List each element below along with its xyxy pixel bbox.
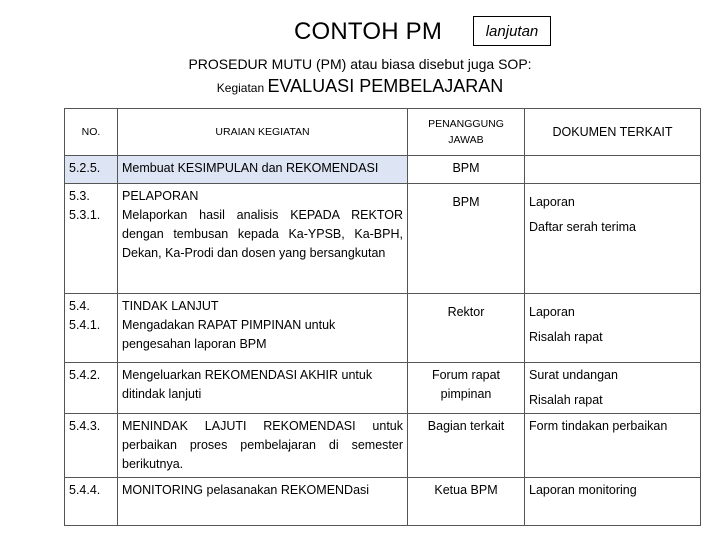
row-dok <box>525 184 701 294</box>
row-uraian: Mengeluarkan REKOMENDASI AKHIR untuk ditindak lanjuti <box>118 363 408 414</box>
row-dok: Laporan monitoring <box>525 478 701 526</box>
row-dok <box>525 294 701 363</box>
row-section-title: PELAPORAN <box>122 189 199 203</box>
kegiatan-title: EVALUASI PEMBELAJARAN <box>267 76 504 96</box>
table-row <box>65 156 701 184</box>
row-uraian: Membuat KESIMPULAN dan REKOMENDASI <box>118 156 408 184</box>
row-no <box>65 294 118 363</box>
row-dok <box>525 156 701 184</box>
header-dok: DOKUMEN TERKAIT <box>525 109 701 156</box>
row-pj: Bagian terkait <box>408 414 525 478</box>
table-row <box>65 294 701 363</box>
row-no-sub: 5.4.1. <box>69 318 101 332</box>
row-dok-item: Surat undangan <box>529 368 618 382</box>
row-no-sub: 5.3.1. <box>69 208 101 222</box>
row-dok-item: Laporan <box>529 195 575 209</box>
header-no: NO. <box>65 109 118 156</box>
procedure-table <box>64 108 701 526</box>
table-header-row <box>65 109 701 156</box>
table-row <box>65 414 701 478</box>
kegiatan-label: Kegiatan <box>216 81 265 95</box>
row-dok-item: Risalah rapat <box>529 393 603 407</box>
table-row <box>65 478 701 526</box>
row-pj: Rektor <box>408 294 525 363</box>
table-row <box>65 184 701 294</box>
page-title: CONTOH PM <box>294 18 443 45</box>
row-no <box>65 184 118 294</box>
row-dok-item: Risalah rapat <box>529 330 603 344</box>
row-pj: BPM <box>408 156 525 184</box>
row-dok <box>525 363 701 414</box>
row-pj: Forum rapat pimpinan <box>408 363 525 414</box>
row-uraian-text: Melaporkan hasil analisis KEPADA REKTOR dengan tembusan kepada Ka-YPSB, Ka-BPH, Dekan, Ka-Prodi dan dosen yang bersangkutan <box>122 208 403 260</box>
row-no: 5.4.2. <box>65 363 118 414</box>
row-uraian: MENINDAK LAJUTI REKOMENDASI untuk perbaikan proses pembelajaran di semester berikutnya. <box>118 414 408 478</box>
subtitle: PROSEDUR MUTU (PM) atau biasa disebut juga SOP: <box>188 56 532 72</box>
kegiatan-line <box>0 76 720 97</box>
row-pj: Ketua BPM <box>408 478 525 526</box>
row-pj: BPM <box>408 184 525 294</box>
row-uraian <box>118 294 408 363</box>
row-section-title: TINDAK LANJUT <box>122 299 219 313</box>
row-dok-item: Daftar serah terima <box>529 220 636 234</box>
row-no-section: 5.3. <box>69 189 90 203</box>
continuation-badge: lanjutan <box>473 16 551 46</box>
row-uraian <box>118 184 408 294</box>
row-no-section: 5.4. <box>69 299 90 313</box>
row-no: 5.2.5. <box>65 156 118 184</box>
row-uraian: MONITORING pelasanakan REKOMENDasi <box>118 478 408 526</box>
header-pj: PENANGGUNG JAWAB <box>408 109 525 156</box>
row-dok-item: Laporan <box>529 305 575 319</box>
row-dok: Form tindakan perbaikan <box>525 414 701 478</box>
row-no: 5.4.3. <box>65 414 118 478</box>
row-uraian-text: Mengadakan RAPAT PIMPINAN untuk pengesahan laporan BPM <box>122 318 336 351</box>
table-row <box>65 363 701 414</box>
header-uraian: URAIAN KEGIATAN <box>118 109 408 156</box>
row-no: 5.4.4. <box>65 478 118 526</box>
